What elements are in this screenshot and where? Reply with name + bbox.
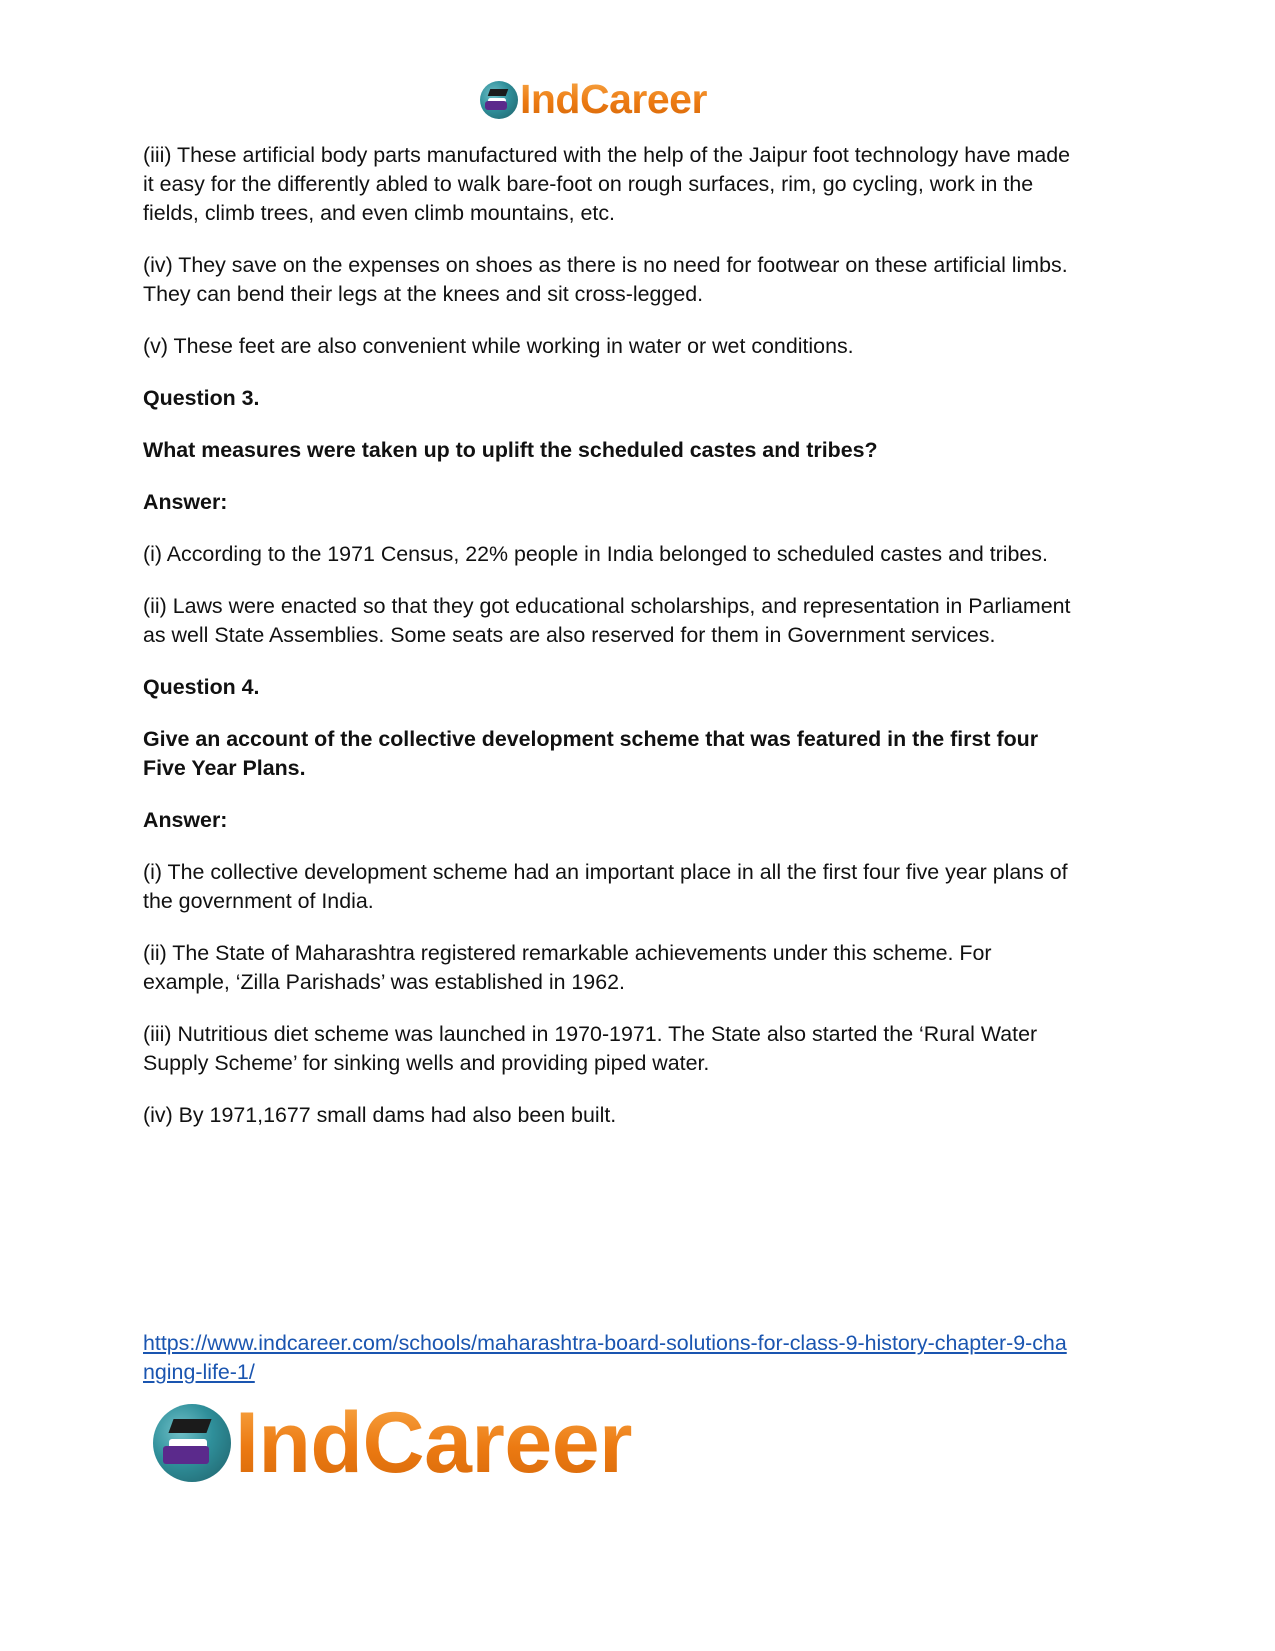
body-paragraph: (iv) They save on the expenses on shoes as there is no need for footwear on these artificial limbs. They can bend their legs at the knees and sit cross-legged.	[143, 253, 1068, 306]
body-paragraph: (iii) Nutritious diet scheme was launched in 1970-1971. The State also started the ‘Rural Water Supply Scheme’ for sinking wells and providing piped water.	[143, 1022, 1038, 1075]
globe-book-emblem-icon	[153, 1404, 231, 1482]
document-body	[143, 141, 1073, 1153]
heading-paragraph: What measures were taken up to uplift the scheduled castes and tribes?	[143, 438, 878, 462]
header-logo	[480, 76, 707, 122]
footer-logo	[153, 1395, 632, 1491]
body-paragraph: (ii) Laws were enacted so that they got educational scholarships, and representation in Parliament as well State Assemblies. Some seats are also reserved for them in Government services.	[143, 594, 1071, 647]
body-paragraph: (i) According to the 1971 Census, 22% people in India belonged to scheduled castes and tribes.	[143, 542, 1048, 566]
heading-paragraph: Give an account of the collective development scheme that was featured in the first four Five Year Plans.	[143, 727, 1039, 780]
globe-book-emblem-icon	[480, 81, 518, 119]
heading-paragraph: Question 4.	[143, 675, 260, 699]
source-link[interactable]: https://www.indcareer.com/schools/maharashtra-board-solutions-for-class-9-history-chapter-9-changing-life-1/	[143, 1331, 1067, 1384]
heading-paragraph: Answer:	[143, 490, 228, 514]
header-logo-wordmark: IndCareer	[520, 76, 707, 122]
body-paragraph: (iv) By 1971,1677 small dams had also been built.	[143, 1103, 617, 1127]
footer-logo-wordmark: IndCareer	[235, 1395, 632, 1491]
body-paragraph: (v) These feet are also convenient while working in water or wet conditions.	[143, 334, 854, 358]
body-paragraph: (iii) These artificial body parts manufactured with the help of the Jaipur foot technology have made it easy for the differently abled to walk bare-foot on rough surfaces, rim, go cycling, work in the fields, climb trees, and even climb mountains, etc.	[143, 143, 1071, 225]
body-paragraph: (i) The collective development scheme had an important place in all the first four five year plans of the government of India.	[143, 860, 1068, 913]
body-paragraph: (ii) The State of Maharashtra registered remarkable achievements under this scheme. For example, ‘Zilla Parishads’ was established in 1962.	[143, 941, 992, 994]
heading-paragraph: Answer:	[143, 808, 228, 832]
heading-paragraph: Question 3.	[143, 386, 260, 410]
